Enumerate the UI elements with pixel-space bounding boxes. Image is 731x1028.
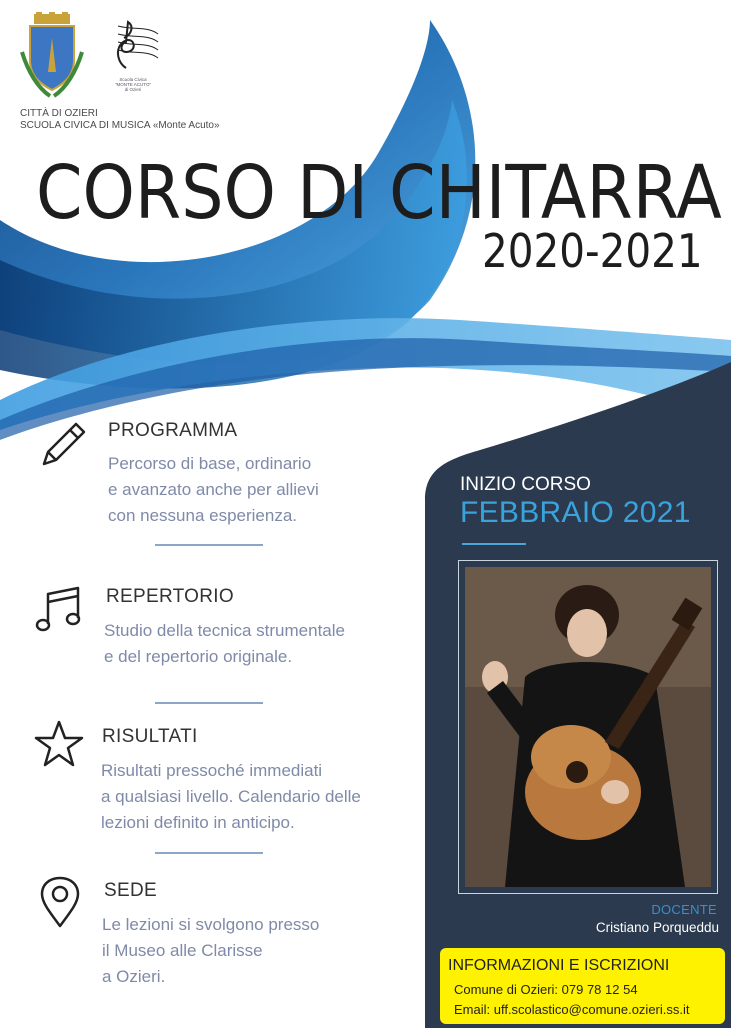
body-line: a qualsiasi livello. Calendario delle (101, 787, 361, 806)
org-line-1: CITTÀ DI OZIERI (20, 108, 98, 119)
section-heading-risultati: RISULTATI (102, 726, 198, 747)
body-line: il Museo alle Clarisse (102, 941, 263, 960)
section-body-risultati (101, 758, 361, 836)
info-box (440, 948, 725, 1024)
course-start-date: FEBBRAIO 2021 (460, 496, 691, 529)
body-line: a Ozieri. (102, 967, 166, 986)
org-line-2: SCUOLA CIVICA DI MUSICA «Monte Acuto» (20, 120, 220, 131)
music-logo-text-1: Scuola Civica (119, 77, 147, 82)
body-line: lezioni definito in anticipo. (101, 813, 295, 832)
section-heading-programma: PROGRAMMA (108, 420, 238, 441)
page-title: CORSO DI CHITARRA (36, 150, 722, 236)
teacher-label: DOCENTE (651, 902, 717, 917)
music-school-logo (104, 20, 162, 96)
pencil-icon (38, 418, 90, 470)
info-email[interactable]: Email: uff.scolastico@comune.ozieri.ss.it (454, 1002, 690, 1017)
body-line: Percorso di base, ordinario (108, 454, 312, 473)
section-divider (155, 544, 263, 546)
info-heading: INFORMAZIONI E ISCRIZIONI (448, 957, 670, 974)
section-heading-sede: SEDE (104, 880, 157, 901)
section-body-programma (108, 451, 319, 529)
teacher-name: Cristiano Porqueddu (595, 920, 719, 935)
body-line: e del repertorio originale. (104, 647, 293, 666)
music-note-icon (34, 584, 86, 636)
location-pin-icon (34, 876, 86, 928)
teacher-photo (465, 567, 711, 887)
body-line: Risultati pressoché immediati (101, 761, 323, 780)
section-body-sede (102, 912, 319, 990)
section-divider (155, 852, 263, 854)
star-icon (33, 718, 85, 770)
section-divider (155, 702, 263, 704)
treble-clef-icon (104, 20, 162, 72)
city-crest-logo (20, 12, 84, 98)
panel-divider (462, 543, 526, 545)
course-start-heading: INIZIO CORSO (460, 474, 591, 495)
body-line: con nessuna esperienza. (108, 506, 298, 525)
music-logo-text-2: "MONTE ACUTO" (114, 82, 152, 87)
body-line: Studio della tecnica strumentale (104, 621, 345, 640)
info-phone[interactable]: Comune di Ozieri: 079 78 12 54 (454, 982, 638, 997)
course-year: 2020-2021 (482, 224, 703, 278)
section-body-repertorio (104, 618, 345, 670)
body-line: Le lezioni si svolgono presso (102, 915, 320, 934)
body-line: e avanzato anche per allievi (108, 480, 319, 499)
music-logo-text-3: di Ozieri (124, 87, 142, 92)
section-heading-repertorio: REPERTORIO (106, 586, 234, 607)
